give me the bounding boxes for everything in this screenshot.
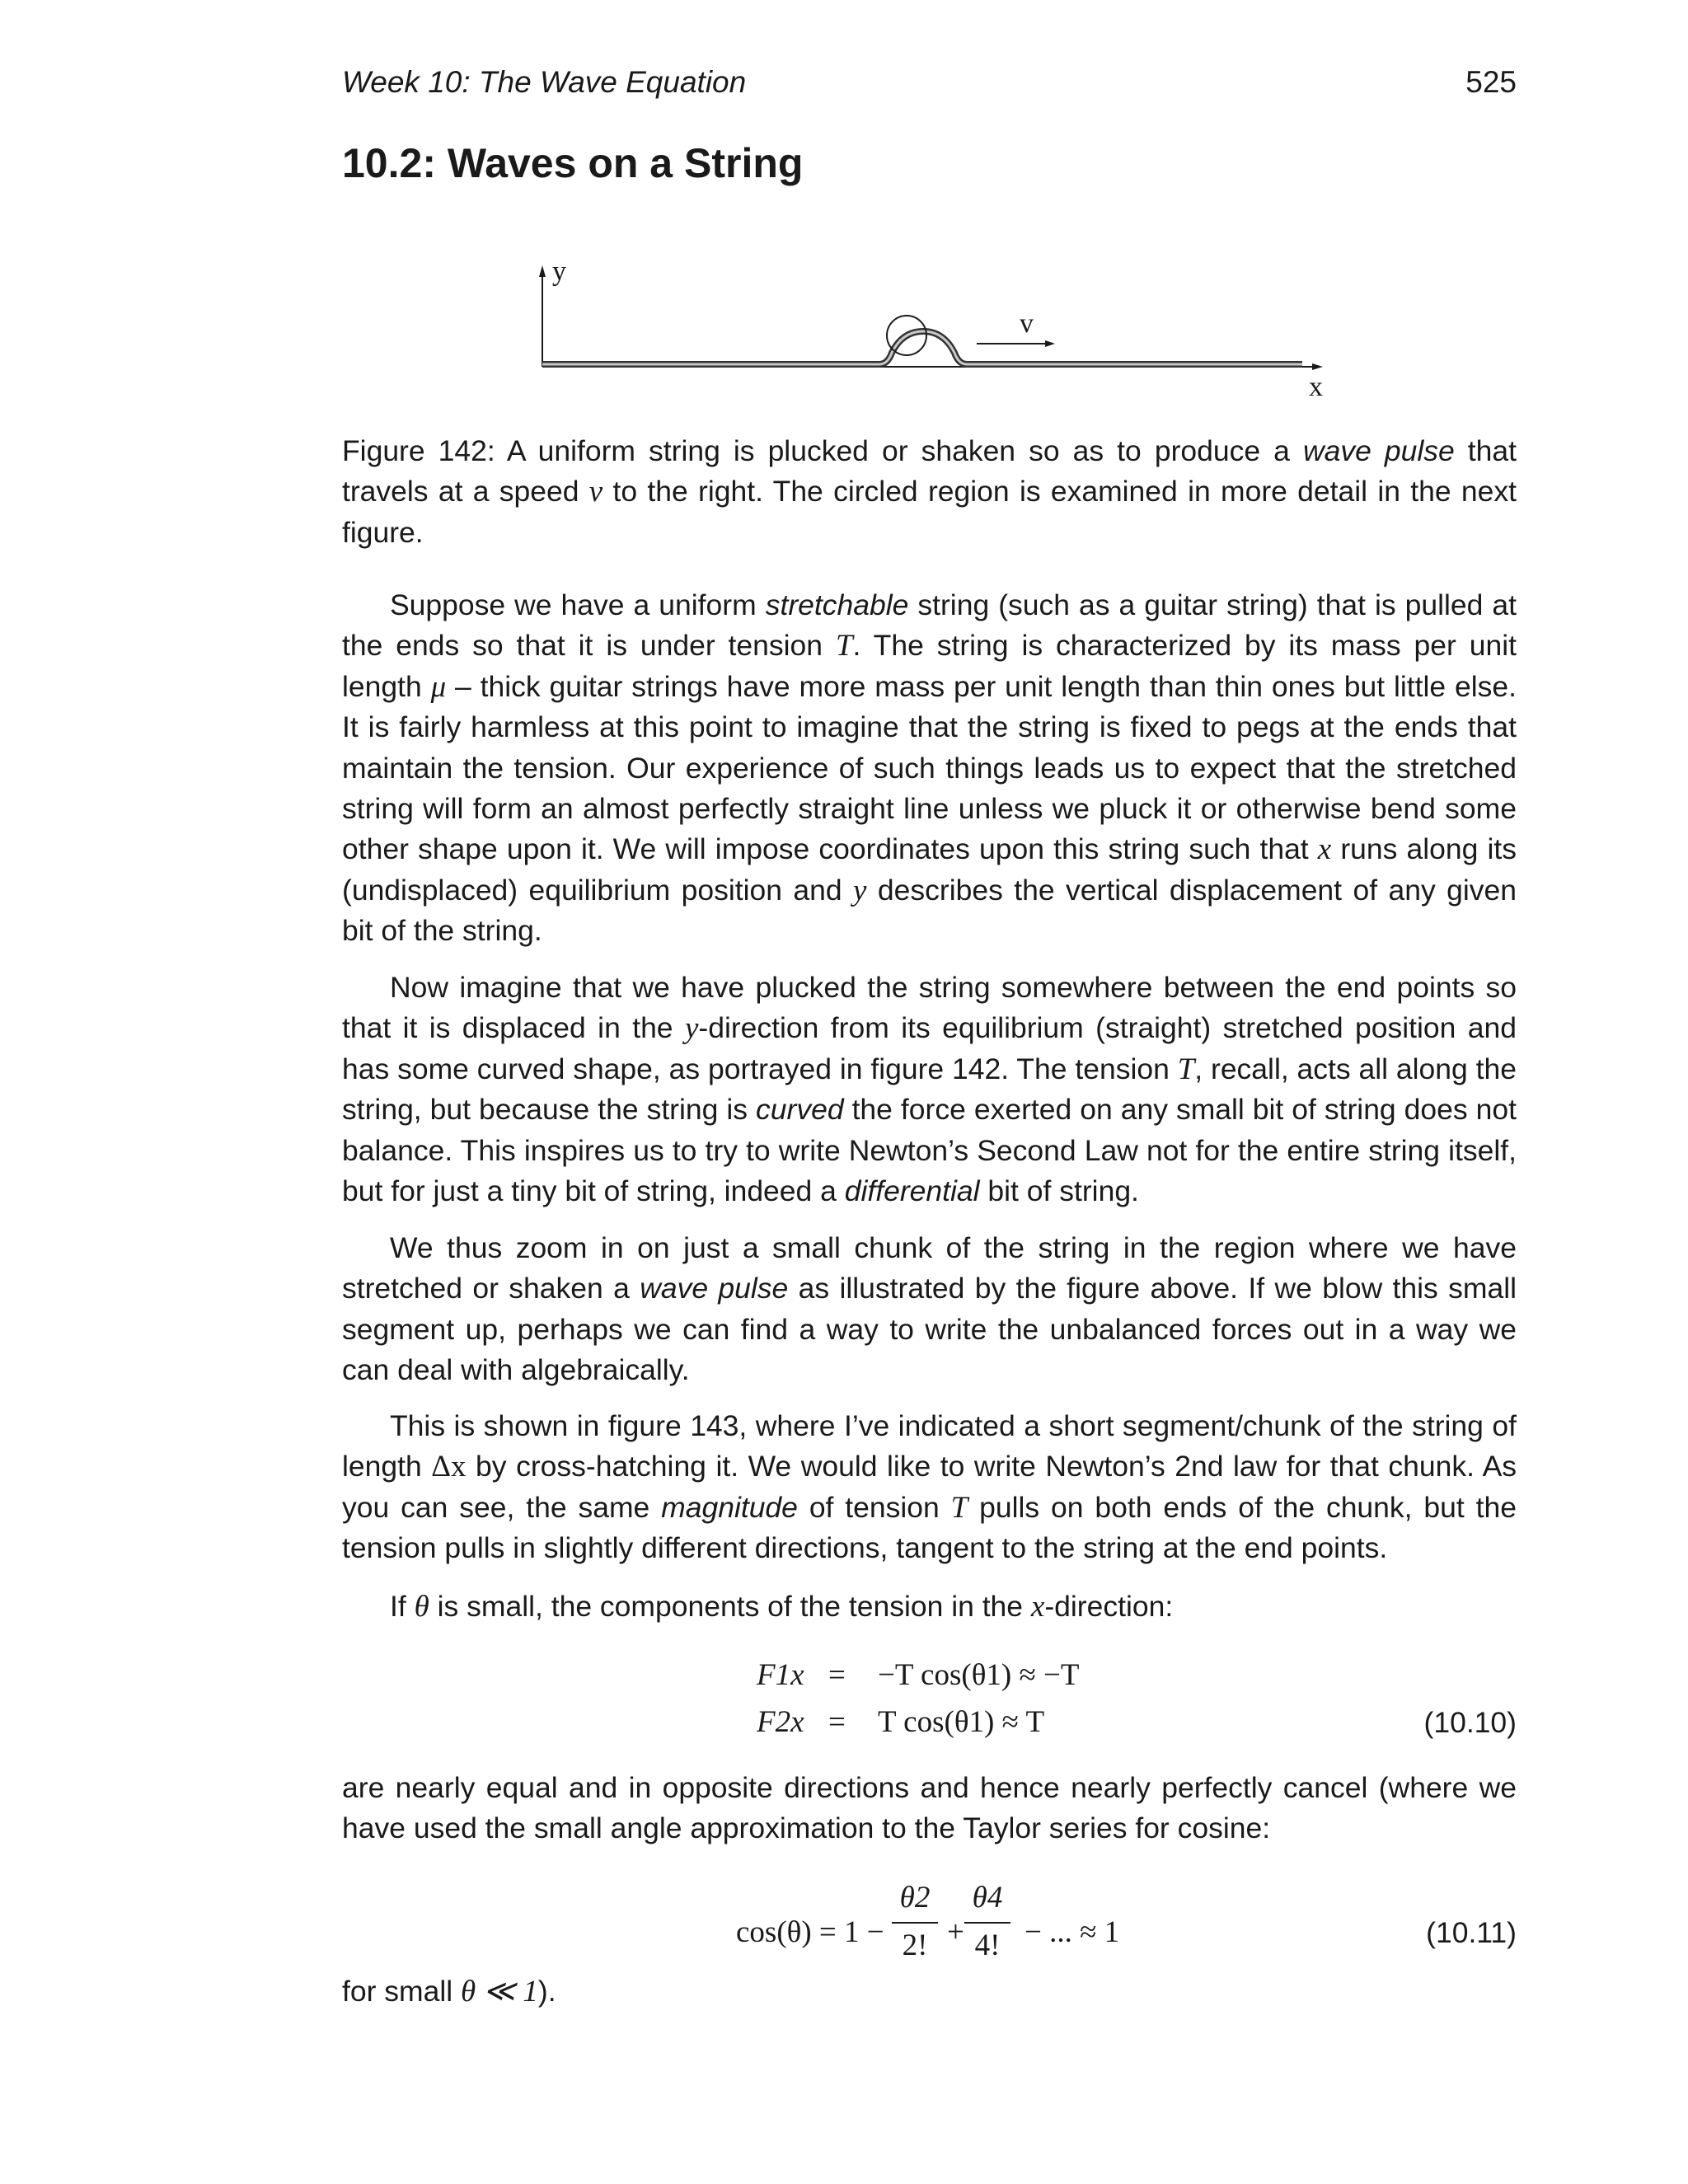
y-axis-arrowhead	[539, 265, 546, 277]
section-title: 10.2: Waves on a String	[342, 140, 804, 186]
text-run: Now imagine that we have plucked the string somewhere between the end points so that it is displaced in the	[342, 971, 1517, 1045]
text-run: as illustrated by the figure above. If we blow this small segment up, perhaps we can find a way to write the unbalanced forces out in a way we can deal with algebraically.	[342, 1272, 1517, 1387]
x-axis-arrowhead	[1312, 363, 1323, 370]
eq-lhs-F2x: F2x	[757, 1705, 804, 1739]
figure-caption	[342, 431, 1517, 553]
text-run: the force exerted on any small bit of string does not balance. This inspires us to try to write Newton’s Second Law not for the entire string itself, but for just a tiny bit of string, indeed a	[342, 1093, 1517, 1208]
fraction-denominator: 2!	[902, 1929, 928, 1962]
math-mu: μ	[430, 669, 447, 704]
text-run: , recall, acts all along the string, but because the string is	[342, 1052, 1517, 1127]
page-number: 525	[1465, 65, 1517, 99]
math-T: T	[835, 629, 853, 663]
eq-lhs: cos(θ) = 1 −	[736, 1915, 884, 1949]
text-run: – thick guitar strings have more mass per unit length than thin ones but little else. It is fairly harmless at this point to imagine that the string is fixed to pegs at the ends that maintain the tension. Our experience of such things leads us to expect that the stretched string will form an almost perfectly straight line unless we pluck it or otherwise bend some other shape upon it. We will impose coordinates upon this string such that	[342, 669, 1517, 866]
math-v: v	[588, 475, 603, 509]
text-run: If	[390, 1590, 415, 1623]
paragraph-7	[342, 1971, 1517, 2012]
equation-row-1	[342, 1652, 1517, 1699]
emphasis-magnitude: magnitude	[661, 1490, 798, 1524]
text-run: runs along its (undisplaced) equilibrium position and	[342, 832, 1517, 907]
paragraph-4	[342, 1406, 1517, 1569]
emphasis-wave-pulse: wave pulse	[640, 1272, 789, 1305]
text-run: bit of string.	[979, 1174, 1139, 1208]
running-header	[342, 62, 1517, 103]
equation-row-2	[342, 1699, 1517, 1746]
text-run: of tension	[797, 1490, 951, 1524]
math-y: y	[684, 1011, 699, 1046]
wave-pulse-diagram	[528, 247, 1323, 412]
equation-number: (10.11)	[1426, 1916, 1517, 1949]
caption-text: Figure 142: A uniform string is plucked or shaken so as to produce a	[342, 434, 1303, 467]
text-run: ).	[537, 1975, 556, 2008]
text-run: pulls on both ends of the chunk, but the tension pulls in slightly different directions, tangent to the string at the end points.	[342, 1490, 1517, 1565]
paragraph-3	[342, 1228, 1517, 1391]
emphasis-stretchable: stretchable	[765, 588, 909, 621]
text-run: This is shown in figure 143, where I’ve indicated a short segment/chunk of the string of length	[342, 1409, 1517, 1483]
equation-number: (10.10)	[1423, 1706, 1517, 1739]
paragraph-5	[342, 1586, 1517, 1627]
paragraph-6	[342, 1768, 1517, 1849]
fraction-numerator: θ4	[972, 1881, 1003, 1915]
math-y: y	[853, 873, 867, 907]
eq-tail: − ... ≈ 1	[1025, 1915, 1120, 1949]
text-run: string (such as a guitar string) that is pulled at the ends so that it is under tension	[342, 588, 1517, 663]
equation-row	[342, 1875, 1517, 1966]
equation-10-10	[342, 1652, 1517, 1751]
text-run: describes the vertical displacement of any given bit of the string.	[342, 873, 1517, 948]
math-small-theta: θ ≪ 1	[461, 1975, 538, 2008]
eq-rhs-2: T cos(θ1) ≈ T	[878, 1705, 1045, 1739]
text-run: We thus zoom in on just a small chunk of the string in the region where we have stretched or shaken a	[342, 1231, 1517, 1305]
eq-rhs-1: −T cos(θ1) ≈ −T	[878, 1658, 1080, 1692]
chapter-title: Week 10: The Wave Equation	[342, 65, 747, 99]
equation-10-11	[342, 1875, 1517, 1966]
eq-equals: =	[828, 1705, 846, 1739]
math-x: x	[1030, 1590, 1045, 1624]
fraction-denominator: 4!	[974, 1929, 1001, 1962]
text-run: -direction from its equilibrium (straight) stretched position and has some curved shape, as portrayed in figure 142. The tension	[342, 1011, 1517, 1085]
math-delta-x: Δx	[431, 1450, 467, 1484]
math-theta: θ	[414, 1590, 429, 1624]
eq-lhs-F1x: F1x	[757, 1658, 804, 1692]
text-run: -direction:	[1044, 1590, 1174, 1623]
caption-text: that travels at a speed	[342, 434, 1517, 509]
text-run: are nearly equal and in opposite directions and hence nearly perfectly cancel (where we have used the small angle approximation to the Taylor series for cosine:	[342, 1771, 1517, 1845]
emphasis-differential: differential	[844, 1174, 980, 1208]
text-run: Suppose we have a uniform	[390, 588, 766, 621]
velocity-label: v	[1020, 308, 1034, 339]
text-run: by cross-hatching it. We would like to write Newton’s 2nd law for that chunk. As you can see, the same	[342, 1450, 1517, 1524]
velocity-arrowhead	[1045, 340, 1055, 347]
math-x: x	[1317, 832, 1332, 867]
text-run: . The string is characterized by its mass per unit length	[342, 629, 1517, 703]
x-axis-label: x	[1309, 372, 1323, 402]
wave-pulse-figure	[528, 247, 1323, 412]
emphasis-curved: curved	[756, 1093, 844, 1127]
caption-text: to the right. The circled region is examined in more detail in the next figure.	[342, 475, 1517, 549]
math-T: T	[950, 1490, 968, 1525]
y-axis-label: y	[552, 256, 566, 287]
eq-equals: =	[828, 1658, 846, 1692]
text-run: is small, the components of the tension in the	[429, 1590, 1031, 1623]
fraction-numerator: θ2	[899, 1881, 931, 1915]
paragraph-1	[342, 585, 1517, 952]
paragraph-2	[342, 968, 1517, 1212]
caption-emphasis: wave pulse	[1302, 434, 1455, 467]
math-T: T	[1177, 1052, 1195, 1086]
eq-plus: +	[947, 1915, 964, 1949]
text-run: for small	[342, 1975, 461, 2008]
